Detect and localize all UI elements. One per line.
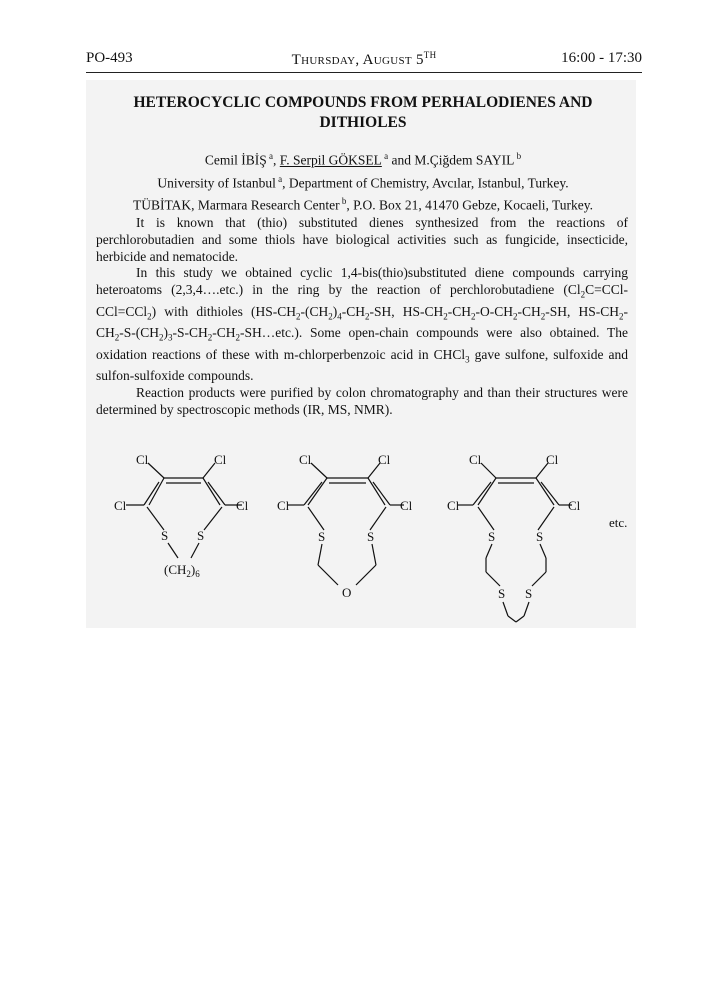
s2-sulfur-right: S [367, 529, 375, 544]
paragraph-2: In this study we obtained cyclic 1,4-bis(thio)substituted diene compounds carrying heteroatoms (2,3,4….etc.) in the ring by the reaction of perchlorobutadiene $(Cl_2C=CCl-CCl=CCl_2)$ with dithioles ($HS-CH_2-(CH_2)_4-CH_2-SH$, $HS-CH_2-CH_2-O-CH_2-CH_2-SH$, $HS-CH_2-CH_2-S-(CH_2)_3-S-CH_2-CH_2-SH\dots etc$.). Some open-chain compounds were also obtained. The oxidation reactions of these with m-chlorperbenzoic acid in CHCl$_3$ gave sulfone, sulfoxide and sulfon-sulfoxide compounds. [96, 265, 629, 384]
structure-1-bonds [126, 463, 242, 558]
paragraph-1: It is known that (thio) substituted dienes synthesized from the reactions of perchlorobutadien and some thiols have biological activities such as fungicide, insecticide, herbicide and nematocide. [96, 215, 628, 264]
structure-3-bonds [458, 463, 572, 622]
presenting-author: F. Serpil GÖKSEL [279, 152, 382, 168]
s1-cl-top-left: Cl [136, 452, 149, 467]
s2-cl-left: Cl [277, 498, 290, 513]
s1-hexamethylene: $(CH_2)_6$ [164, 562, 200, 579]
s1-sulfur-right: S [197, 528, 205, 543]
s2-oxygen: O [342, 585, 352, 600]
affiliation-1: University of Istanbul $^a$, Department of Chemistry, Avcılar, Istanbul, Turkey. [157, 173, 569, 190]
s1-cl-right: Cl [236, 498, 249, 513]
s2-cl-top-right: Cl [378, 452, 391, 467]
s1-sulfur-left: S [161, 528, 169, 543]
session-time: 16:00 - 17:30 [561, 50, 642, 66]
page-header [86, 50, 642, 72]
abstract-body [96, 215, 628, 419]
s1-cl-left: Cl [114, 498, 127, 513]
s3-sulfur-left: S [488, 529, 496, 544]
s3-cl-right: Cl [568, 498, 581, 513]
s2-cl-right: Cl [400, 498, 413, 513]
author-list: Cemil İBİŞ $^a$, F. Serpil GÖKSEL $^a$ and M.Çiğdem SAYIL $^b$ [204, 151, 522, 168]
paragraph-3: Reaction products were purified by colon chromatography and than their structures were determined by spectroscopic methods (IR, MS, NMR). [96, 384, 628, 417]
etc-label: etc. [609, 515, 628, 530]
s3-cl-top-right: Cl [546, 452, 559, 467]
structure-figure [86, 440, 636, 640]
s2-sulfur-left: S [318, 529, 326, 544]
session-day: Thursday, August 5TH [291, 50, 437, 68]
affiliation-2: TÜBİTAK, Marmara Research Center $^b$, P.O. Box 21, 41470 Gebze, Kocaeli, Turkey. [133, 196, 593, 213]
s3-sulfur-bottom-right: S [525, 586, 533, 601]
s3-sulfur-bottom-left: S [498, 586, 506, 601]
s3-cl-left: Cl [447, 498, 460, 513]
paper-title: HETEROCYCLIC COMPOUNDS FROM PERHALODIENES AND DITHIOLES [133, 94, 593, 131]
s2-cl-top-left: Cl [299, 452, 312, 467]
structure-2-bonds [288, 463, 404, 585]
poster-code: PO-493 [86, 50, 133, 66]
header-rule [86, 72, 642, 73]
s3-cl-top-left: Cl [469, 452, 482, 467]
s3-sulfur-right: S [536, 529, 544, 544]
author-block [100, 147, 626, 215]
s1-cl-top-right: Cl [214, 452, 227, 467]
